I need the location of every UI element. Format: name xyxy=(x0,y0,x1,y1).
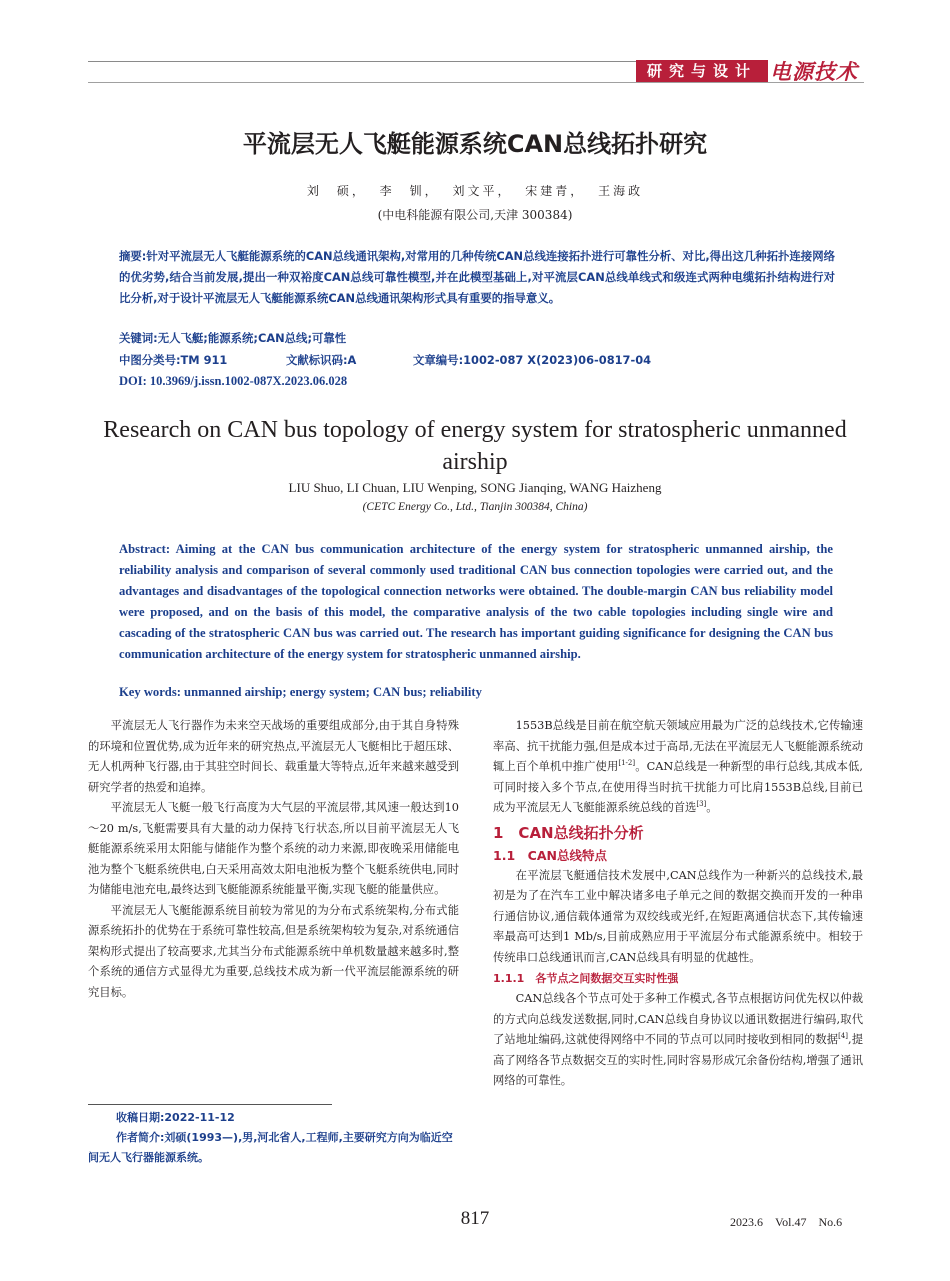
authors-cn: 刘 硕， 李 钏， 刘文平， 宋建青， 王海政 xyxy=(306,184,644,198)
paragraph-text: CAN总线各个节点可处于多种工作模式,各节点根据访问优先权以仲裁的方式向总线发送数据,同时,CAN总线自身协议以通讯数据进行编码,取代了站地址编码,这就使得网络中不同的节点可以同时接收到相同的数据 xyxy=(493,992,863,1046)
citation[interactable]: [3] xyxy=(696,800,707,809)
paragraph xyxy=(493,716,863,819)
title-cn: 平流层无人飞艇能源系统CAN总线拓扑研究 xyxy=(242,130,708,158)
footnote xyxy=(88,1108,463,1168)
paragraph-text: ,提高了网络各节点数据交互的实时性,同时容易形成冗余备份结构,增强了通讯网络的可靠性。 xyxy=(493,1033,863,1087)
footnote-rule xyxy=(88,1104,332,1105)
keywords-en: Key words: unmanned airship; energy system; CAN bus; reliability xyxy=(119,685,482,699)
keywords-cn: 关键词:无人飞艇;能源系统;CAN总线;可靠性 xyxy=(119,331,347,345)
abstract-en: Abstract: Aiming at the CAN bus communication architecture of the energy system for stratospheric unmanned airship, the reliability analysis and comparison of several commonly used traditional CAN bus connection topologies were carried out, and the advantages and disadvantages of the topological connection networks were obtained. The double-margin CAN bus reliability model were proposed, and on the basis of this model, the comparative analysis of the two cable topologies including single wire and cascading of the stratospheric CAN bus was carried out. The research has important guiding significance for designing the CAN bus communication architecture of the energy system for stratospheric unmanned airship. xyxy=(119,542,833,661)
affiliation-en: (CETC Energy Co., Ltd., Tianjin 300384, China) xyxy=(362,501,588,513)
page-number: 817 xyxy=(460,1208,490,1229)
paragraph: 平流层无人飞艇能源系统目前较为常见的为分布式系统架构,分布式能源系统拓扑的优势在于系统可靠性较高,但是系统架构较为复杂,对系统通信架构形式提出了较高要求,尤其当分布式能源系统中单机数量越来越多时,整个系统的通信方式显得尤为重要,总线技术成为新一代平流层能源系统的研究目标。 xyxy=(88,903,459,999)
received-date: 收稿日期:2022-11-12 xyxy=(116,1111,235,1124)
journal-logo: 电源技术 xyxy=(770,59,858,84)
paragraph: 平流层无人飞行器作为未来空天战场的重要组成部分,由于其自身特殊的环境和位置优势,成为近年来的研究热点,平流层无人飞艇相比于超压球、无人机两种飞行器,由于其驻空时间长、载重量大等特点,近年来越来越受到研究学者的热爱和追捧。 xyxy=(88,719,459,794)
doi: DOI: 10.3969/j.issn.1002-087X.2023.06.028 xyxy=(119,374,348,388)
article-number: 文章编号:1002-087 X(2023)06-0817-04 xyxy=(413,353,652,367)
paragraph-text: 。 xyxy=(706,801,718,814)
left-column xyxy=(88,716,459,1003)
clc-number: 中图分类号:TM 911 xyxy=(119,353,228,367)
subsection-heading: 1.1 CAN总线特点 xyxy=(493,847,607,863)
subsubsection-heading: 1.1.1 各节点之间数据交互实时性强 xyxy=(493,972,679,985)
paragraph xyxy=(493,989,863,1092)
section-heading: 1 CAN总线拓扑分析 xyxy=(493,823,644,842)
right-column xyxy=(493,716,863,1092)
paragraph-text: 。CAN总线是一种新型的串行总线,其成本低,可同时接入多个节点,在使用得当时抗干扰能力可比肩1553B总线,目前已成为平流层无人飞艇能源系统总线的首选 xyxy=(493,760,863,814)
authors-en: LIU Shuo, LI Chuan, LIU Wenping, SONG Jianqing, WANG Haizheng xyxy=(288,480,662,495)
citation[interactable]: [1-2] xyxy=(618,759,636,768)
header-underline xyxy=(88,82,864,83)
citation[interactable]: [4] xyxy=(838,1032,849,1041)
doc-code: 文献标识码:A xyxy=(286,353,357,367)
paragraph: 在平流层飞艇通信技术发展中,CAN总线作为一种新兴的总线技术,最初是为了在汽车工业中解决诸多电子单元之间的数据交换而开发的一种串行通信协议,通信载体通常为双绞线或光纤,在短距离通信状态下,其传输速率最高可达到1 Mb/s,目前成熟应用于平流层分布式能源系统中。相较于传统串口总线通讯而言,CAN总线具有明显的优越性。 xyxy=(493,868,863,964)
title-en: Research on CAN bus topology of energy system for stratospheric unmanned airship xyxy=(103,417,847,475)
abstract-cn: 摘要:针对平流层无人飞艇能源系统的CAN总线通讯架构,对常用的几种传统CAN总线连接拓扑进行可靠性分析、对比,得出这几种拓扑连接网络的优劣势,结合当前发展,提出一种双裕度CAN总线可靠性模型,并在此模型基础上,对平流层CAN总线单线式和级连式两种电缆拓扑结构进行对比分析,对于设计平流层无人飞艇能源系统CAN总线通讯架构形式具有重要的指导意义。 xyxy=(119,249,835,305)
section-tag: 研究与设计 xyxy=(636,60,768,82)
paragraph-text: 1553B总线是目前在航空航天领域应用最为广泛的总线技术,它传输速率高、抗干扰能力强,但是成本过于高昂,无法在平流层无人飞艇能源系统动辄上百个单机中推广使用 xyxy=(493,719,863,773)
paragraph: 平流层无人飞艇一般飞行高度为大气层的平流层带,其风速一般达到10～20 m/s,飞艇需要具有大量的动力保持飞行状态,所以目前平流层无人飞艇能源系统采用太阳能与储能作为整个系统的动力来源,即夜晚采用储能电池为整个飞艇系统供电,白天采用高效太阳电池板为整个飞艇系统供电,同时为储能电池充电,最终达到飞艇能源系统能量平衡,实现飞艇的能量供应。 xyxy=(88,801,459,896)
affiliation-cn: (中电科能源有限公司,天津 300384) xyxy=(377,208,573,222)
header-rule xyxy=(88,61,636,62)
author-bio: 作者简介:刘硕(1993—),男,河北省人,工程师,主要研究方向为临近空间无人飞行器能源系统。 xyxy=(88,1131,453,1164)
issue-info: 2023.6 Vol.47 No.6 xyxy=(730,1215,843,1229)
